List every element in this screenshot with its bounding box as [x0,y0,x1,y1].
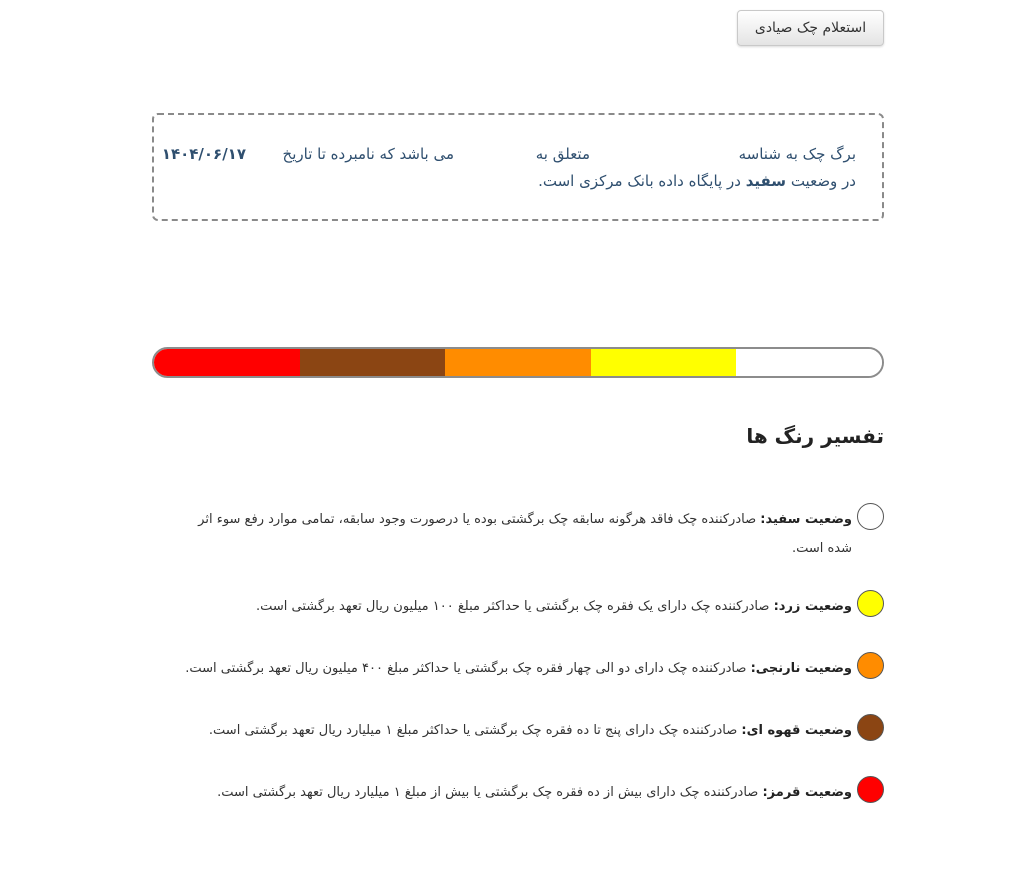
legend-item-white [184,505,884,563]
result-status-suffix: در پایگاه داده بانک مرکزی است. [538,172,741,190]
legend-label-white: وضعیت سفید: [760,512,852,527]
legend-text-orange [185,654,852,683]
legend-label-brown: وضعیت قهوه ای: [741,723,852,738]
result-cheque-id-label: برگ چک به شناسه [738,145,856,163]
red-circle-icon [857,776,884,803]
legend-item-red [184,778,884,807]
status-bar-segment-white [736,349,882,376]
status-color-bar [152,347,884,378]
legend-text-brown [209,716,852,745]
white-circle-icon [857,503,884,530]
legend-description-yellow: صادرکننده چک دارای یک فقره چک برگشتی یا حداکثر مبلغ ۱۰۰ میلیون ریال تعهد برگشتی است. [256,599,770,614]
orange-circle-icon [857,652,884,679]
legend-item-yellow [184,592,884,621]
legend-item-orange [184,654,884,683]
legend-description-brown: صادرکننده چک دارای پنج تا ده فقره چک برگشتی یا حداکثر مبلغ ۱ میلیارد ریال تعهد برگشتی است. [208,723,738,738]
result-owner-label: متعلق به [535,145,590,163]
legend-label-orange: وضعیت نارنجی: [750,661,852,676]
result-line-1 [161,141,856,168]
result-status-prefix: در وضعیت [790,172,856,190]
legend-title: تفسیر رنگ ها [746,424,884,448]
result-box [152,113,884,221]
legend-description-orange: صادرکننده چک دارای دو الی چهار فقره چک برگشتی یا حداکثر مبلغ ۴۰۰ میلیون ریال تعهد برگشتی است. [185,661,747,676]
inquiry-button[interactable]: استعلام چک صیادی [737,10,884,46]
status-bar-segment-yellow [591,349,737,376]
legend-text-red [217,778,852,807]
brown-circle-icon [857,714,884,741]
legend-text-yellow [256,592,852,621]
result-until-date-label: می باشد که نامبرده تا تاریخ [282,145,454,163]
result-line-2 [180,168,856,195]
status-bar-segment-brown [300,349,446,376]
result-date: ۱۴۰۴/۰۶/۱۷ [161,145,246,163]
legend-description-white: صادرکننده چک فاقد هرگونه سابقه چک برگشتی بوده یا درصورت وجود سابقه، تمامی موارد رفع سوء اثر شده است. [198,512,852,556]
legend-label-yellow: وضعیت زرد: [773,599,852,614]
legend-text-white [184,505,852,563]
legend-description-red: صادرکننده چک دارای بیش از ده فقره چک برگشتی یا بیش از مبلغ ۱ میلیارد ریال تعهد برگشتی است. [217,785,759,800]
result-status-sentence [538,168,856,195]
status-bar-segment-orange [445,349,591,376]
legend-item-brown [184,716,884,745]
yellow-circle-icon [857,590,884,617]
legend-label-red: وضعیت قرمز: [762,785,852,800]
status-bar-segment-red [154,349,300,376]
result-status-word: سفید [745,172,787,190]
